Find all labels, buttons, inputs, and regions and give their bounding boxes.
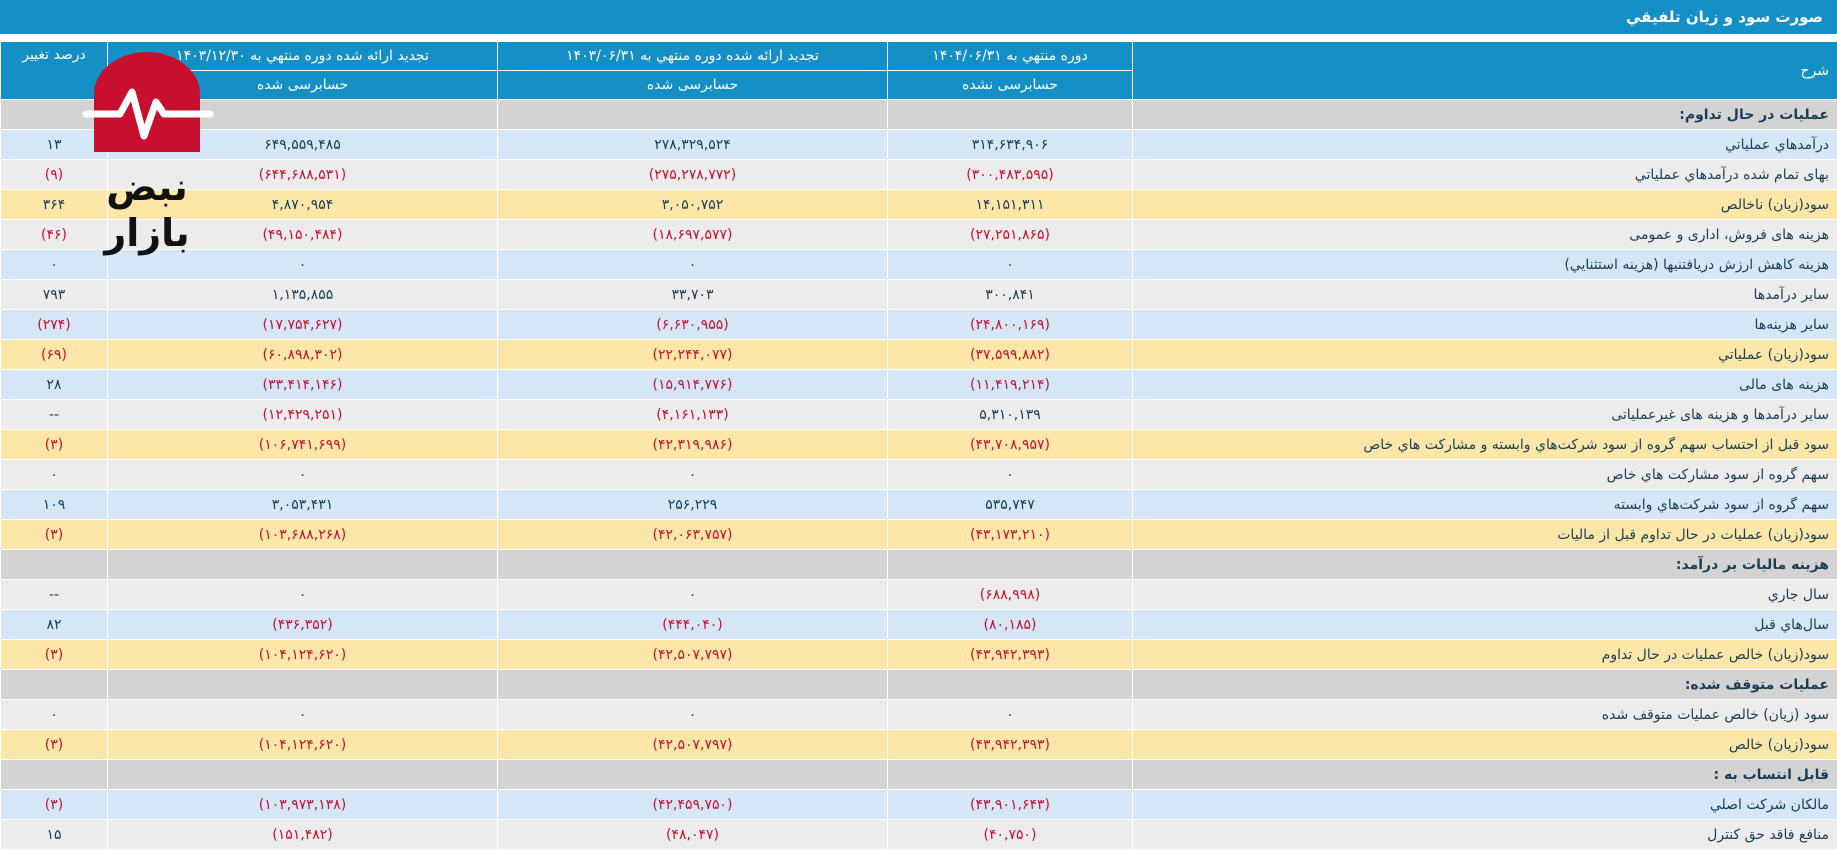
change-percent (1, 670, 108, 700)
value-prior-period: (۴۲,۰۶۳,۷۵۷) (498, 520, 888, 550)
section-header-row (1, 100, 1837, 130)
table-row (1, 790, 1837, 820)
value-current-period: (۱۱,۴۱۹,۲۱۴) (888, 370, 1133, 400)
value-current-period (888, 100, 1133, 130)
value-prior-year: (۴۳۶,۳۵۲) (108, 610, 498, 640)
section-header-row (1, 670, 1837, 700)
row-label: هزينه هاى مالى (1133, 370, 1837, 400)
row-label: هزینه های فروش، اداری و عمومی (1133, 220, 1837, 250)
table-row (1, 700, 1837, 730)
row-label: سال جاري (1133, 580, 1837, 610)
row-label: سهم گروه از سود مشارکت هاي خاص (1133, 460, 1837, 490)
value-current-period: (۳۰۰,۴۸۳,۵۹۵) (888, 160, 1133, 190)
value-prior-year: (۶۴۴,۶۸۸,۵۳۱) (108, 160, 498, 190)
value-prior-period: (۱۵,۹۱۴,۷۷۶) (498, 370, 888, 400)
value-prior-year: ۶۴۹,۵۵۹,۴۸۵ (108, 130, 498, 160)
table-row (1, 430, 1837, 460)
row-label: سود (زيان) خالص عمليات متوقف شده (1133, 700, 1837, 730)
value-prior-year: (۴۹,۱۵۰,۴۸۴) (108, 220, 498, 250)
value-prior-period: ۰ (498, 250, 888, 280)
change-percent: (۶۹) (1, 340, 108, 370)
value-current-period: (۴۳,۹۴۲,۳۹۳) (888, 730, 1133, 760)
value-prior-period: ۲۵۶,۲۲۹ (498, 490, 888, 520)
table-row (1, 190, 1837, 220)
change-percent: (۲۷۴) (1, 310, 108, 340)
value-prior-year: (۱۰۴,۱۲۴,۶۲۰) (108, 730, 498, 760)
value-prior-year: (۳۳,۴۱۴,۱۴۶) (108, 370, 498, 400)
value-prior-year: ۰ (108, 250, 498, 280)
value-prior-year: (۱۰۳,۹۷۳,۱۳۸) (108, 790, 498, 820)
row-label: هزينه ماليات بر درآمد: (1133, 550, 1837, 580)
logo-text: نبض بازار (72, 164, 222, 256)
value-prior-period: (۴۲,۴۵۹,۷۵۰) (498, 790, 888, 820)
header-col2-period: تجدید ارائه شده دوره منتهي به ۱۴۰۳/۰۶/۳۱ (498, 42, 888, 71)
value-prior-period: (۴۸,۰۴۷) (498, 820, 888, 850)
value-prior-year: ۳,۰۵۳,۴۳۱ (108, 490, 498, 520)
row-label: سود(زيان) ناخالص (1133, 190, 1837, 220)
table-row (1, 220, 1837, 250)
change-percent: ۱۳ (1, 130, 108, 160)
table-row (1, 400, 1837, 430)
table-row (1, 490, 1837, 520)
value-current-period: (۲۷,۲۵۱,۸۶۵) (888, 220, 1133, 250)
value-current-period: (۴۳,۹۰۱,۶۴۳) (888, 790, 1133, 820)
watermark-logo (72, 52, 222, 212)
change-percent: (۳) (1, 640, 108, 670)
value-prior-year: (۱۰۴,۱۲۴,۶۲۰) (108, 640, 498, 670)
value-current-period: ۱۴,۱۵۱,۳۱۱ (888, 190, 1133, 220)
table-row (1, 310, 1837, 340)
value-prior-period: ۳۳,۷۰۳ (498, 280, 888, 310)
row-label: مالکان شرکت اصلي (1133, 790, 1837, 820)
section-header-row (1, 760, 1837, 790)
value-prior-period: (۴۲,۵۰۷,۷۹۷) (498, 640, 888, 670)
value-prior-year: ۱,۱۳۵,۸۵۵ (108, 280, 498, 310)
value-current-period: ۵۳۵,۷۴۷ (888, 490, 1133, 520)
value-prior-period: (۴۲,۳۱۹,۹۸۶) (498, 430, 888, 460)
change-percent: -- (1, 580, 108, 610)
row-label: سود(زيان) خالص (1133, 730, 1837, 760)
change-percent: ۳۶۴ (1, 190, 108, 220)
value-current-period: ۰ (888, 700, 1133, 730)
value-current-period: (۴۳,۹۴۲,۳۹۳) (888, 640, 1133, 670)
row-label: ساير درآمدها و هزينه هاى غيرعملياتى (1133, 400, 1837, 430)
change-percent: ۰ (1, 250, 108, 280)
section-header-row (1, 550, 1837, 580)
value-prior-year: ۰ (108, 460, 498, 490)
header-col3-audit-status: حسابرسی شده (108, 71, 498, 100)
table-row (1, 250, 1837, 280)
row-label: سود قبل از احتساب سهم گروه از سود شرکت‌هاي وابسته و مشارکت هاي خاص (1133, 430, 1837, 460)
change-percent: (۳) (1, 430, 108, 460)
value-prior-period: ۲۷۸,۳۲۹,۵۲۴ (498, 130, 888, 160)
value-current-period: ۳۱۴,۶۳۴,۹۰۶ (888, 130, 1133, 160)
report-title: صورت سود و زیان تلفيقي (0, 0, 1837, 34)
change-percent: ۱۰۹ (1, 490, 108, 520)
table-row (1, 280, 1837, 310)
change-percent: -- (1, 400, 108, 430)
row-label: سال‌هاي قبل (1133, 610, 1837, 640)
value-prior-year: (۱۰۶,۷۴۱,۶۹۹) (108, 430, 498, 460)
change-percent: (۳) (1, 520, 108, 550)
table-body (1, 100, 1837, 850)
row-label: بهاى تمام شده درآمدهاي عملياتي (1133, 160, 1837, 190)
change-percent: ۷۹۳ (1, 280, 108, 310)
row-label: سود(زيان) عمليات در حال تداوم قبل از ماليات (1133, 520, 1837, 550)
header-col2-audit-status: حسابرسی شده (498, 71, 888, 100)
header-col3-period: تجدید ارائه شده دوره منتهي به ۱۴۰۳/۱۲/۳۰ (108, 42, 498, 71)
value-prior-period: (۶,۶۳۰,۹۵۵) (498, 310, 888, 340)
value-prior-year: ۰ (108, 580, 498, 610)
value-prior-year: (۱۲,۴۲۹,۲۵۱) (108, 400, 498, 430)
row-label: درآمدهاي عملياتي (1133, 130, 1837, 160)
value-prior-year: ۴,۸۷۰,۹۵۴ (108, 190, 498, 220)
row-label: هزینه کاهش ارزش دريافتنيها (هزينه استثنايي) (1133, 250, 1837, 280)
value-prior-year (108, 670, 498, 700)
value-current-period (888, 760, 1133, 790)
value-prior-year (108, 760, 498, 790)
header-col1-period: دوره منتهي به ۱۴۰۴/۰۶/۳۱ (888, 42, 1133, 71)
change-percent: (۳) (1, 730, 108, 760)
row-label: سود(زيان) خالص عمليات در حال تداوم (1133, 640, 1837, 670)
income-statement-table (0, 41, 1837, 850)
change-percent: (۹) (1, 160, 108, 190)
table-row (1, 820, 1837, 850)
value-prior-period (498, 760, 888, 790)
table-row (1, 520, 1837, 550)
row-label: ساير درآمدها (1133, 280, 1837, 310)
row-label: سهم گروه از سود شرکت‌هاي وابسته (1133, 490, 1837, 520)
value-current-period (888, 670, 1133, 700)
change-percent: ۲۸ (1, 370, 108, 400)
value-prior-year: (۱۵۱,۴۸۲) (108, 820, 498, 850)
value-current-period: (۴۳,۱۷۳,۲۱۰) (888, 520, 1133, 550)
value-prior-period: (۴,۱۶۱,۱۳۳) (498, 400, 888, 430)
change-percent: ۰ (1, 460, 108, 490)
value-prior-year (108, 550, 498, 580)
value-current-period: (۴۰,۷۵۰) (888, 820, 1133, 850)
value-prior-period: (۲۲,۲۴۴,۰۷۷) (498, 340, 888, 370)
change-percent: ۱۵ (1, 820, 108, 850)
row-label: عملیات متوقف شده: (1133, 670, 1837, 700)
row-label: سایر هزینه‌ها (1133, 310, 1837, 340)
value-current-period: (۲۴,۸۰۰,۱۶۹) (888, 310, 1133, 340)
value-current-period: ۳۰۰,۸۴۱ (888, 280, 1133, 310)
value-prior-period: (۲۷۵,۲۷۸,۷۷۲) (498, 160, 888, 190)
table-row (1, 580, 1837, 610)
value-prior-period (498, 550, 888, 580)
table-row (1, 340, 1837, 370)
table-row (1, 370, 1837, 400)
change-percent: ۸۲ (1, 610, 108, 640)
value-prior-period: ۰ (498, 700, 888, 730)
pulse-heartbeat-icon (72, 52, 222, 164)
value-prior-period: (۴۲,۵۰۷,۷۹۷) (498, 730, 888, 760)
value-prior-year: (۱۷,۷۵۴,۶۲۷) (108, 310, 498, 340)
table-row (1, 460, 1837, 490)
value-current-period: (۶۸۸,۹۹۸) (888, 580, 1133, 610)
table-row (1, 640, 1837, 670)
value-prior-period (498, 100, 888, 130)
value-prior-period: ۰ (498, 580, 888, 610)
change-percent (1, 550, 108, 580)
header-change-percent: درصد تغییر (1, 42, 108, 100)
value-prior-period (498, 670, 888, 700)
value-prior-period: ۳,۰۵۰,۷۵۲ (498, 190, 888, 220)
value-current-period: (۸۰,۱۸۵) (888, 610, 1133, 640)
value-prior-period: ۰ (498, 460, 888, 490)
change-percent (1, 760, 108, 790)
row-label: عملیات در حال تداوم: (1133, 100, 1837, 130)
table-row (1, 160, 1837, 190)
value-prior-year: (۶۰,۸۹۸,۳۰۲) (108, 340, 498, 370)
value-current-period (888, 550, 1133, 580)
table-row (1, 130, 1837, 160)
value-prior-year: ۰ (108, 700, 498, 730)
value-prior-period: (۴۴۴,۰۴۰) (498, 610, 888, 640)
row-label: منافع فاقد حق کنترل (1133, 820, 1837, 850)
table-header (1, 42, 1837, 100)
row-label: قابل انتساب به : (1133, 760, 1837, 790)
value-prior-year: (۱۰۳,۶۸۸,۲۶۸) (108, 520, 498, 550)
change-percent: (۳) (1, 790, 108, 820)
row-label: سود(زيان) عملياتي (1133, 340, 1837, 370)
table-row (1, 730, 1837, 760)
value-current-period: ۰ (888, 460, 1133, 490)
table-row (1, 610, 1837, 640)
header-col1-audit-status: حسابرسی نشده (888, 71, 1133, 100)
change-percent: (۴۶) (1, 220, 108, 250)
change-percent: ۰ (1, 700, 108, 730)
header-description: شرح (1133, 42, 1837, 100)
value-current-period: ۰ (888, 250, 1133, 280)
value-current-period: (۴۳,۷۰۸,۹۵۷) (888, 430, 1133, 460)
value-prior-period: (۱۸,۶۹۷,۵۷۷) (498, 220, 888, 250)
value-current-period: (۳۷,۵۹۹,۸۸۲) (888, 340, 1133, 370)
value-current-period: ۵,۳۱۰,۱۳۹ (888, 400, 1133, 430)
